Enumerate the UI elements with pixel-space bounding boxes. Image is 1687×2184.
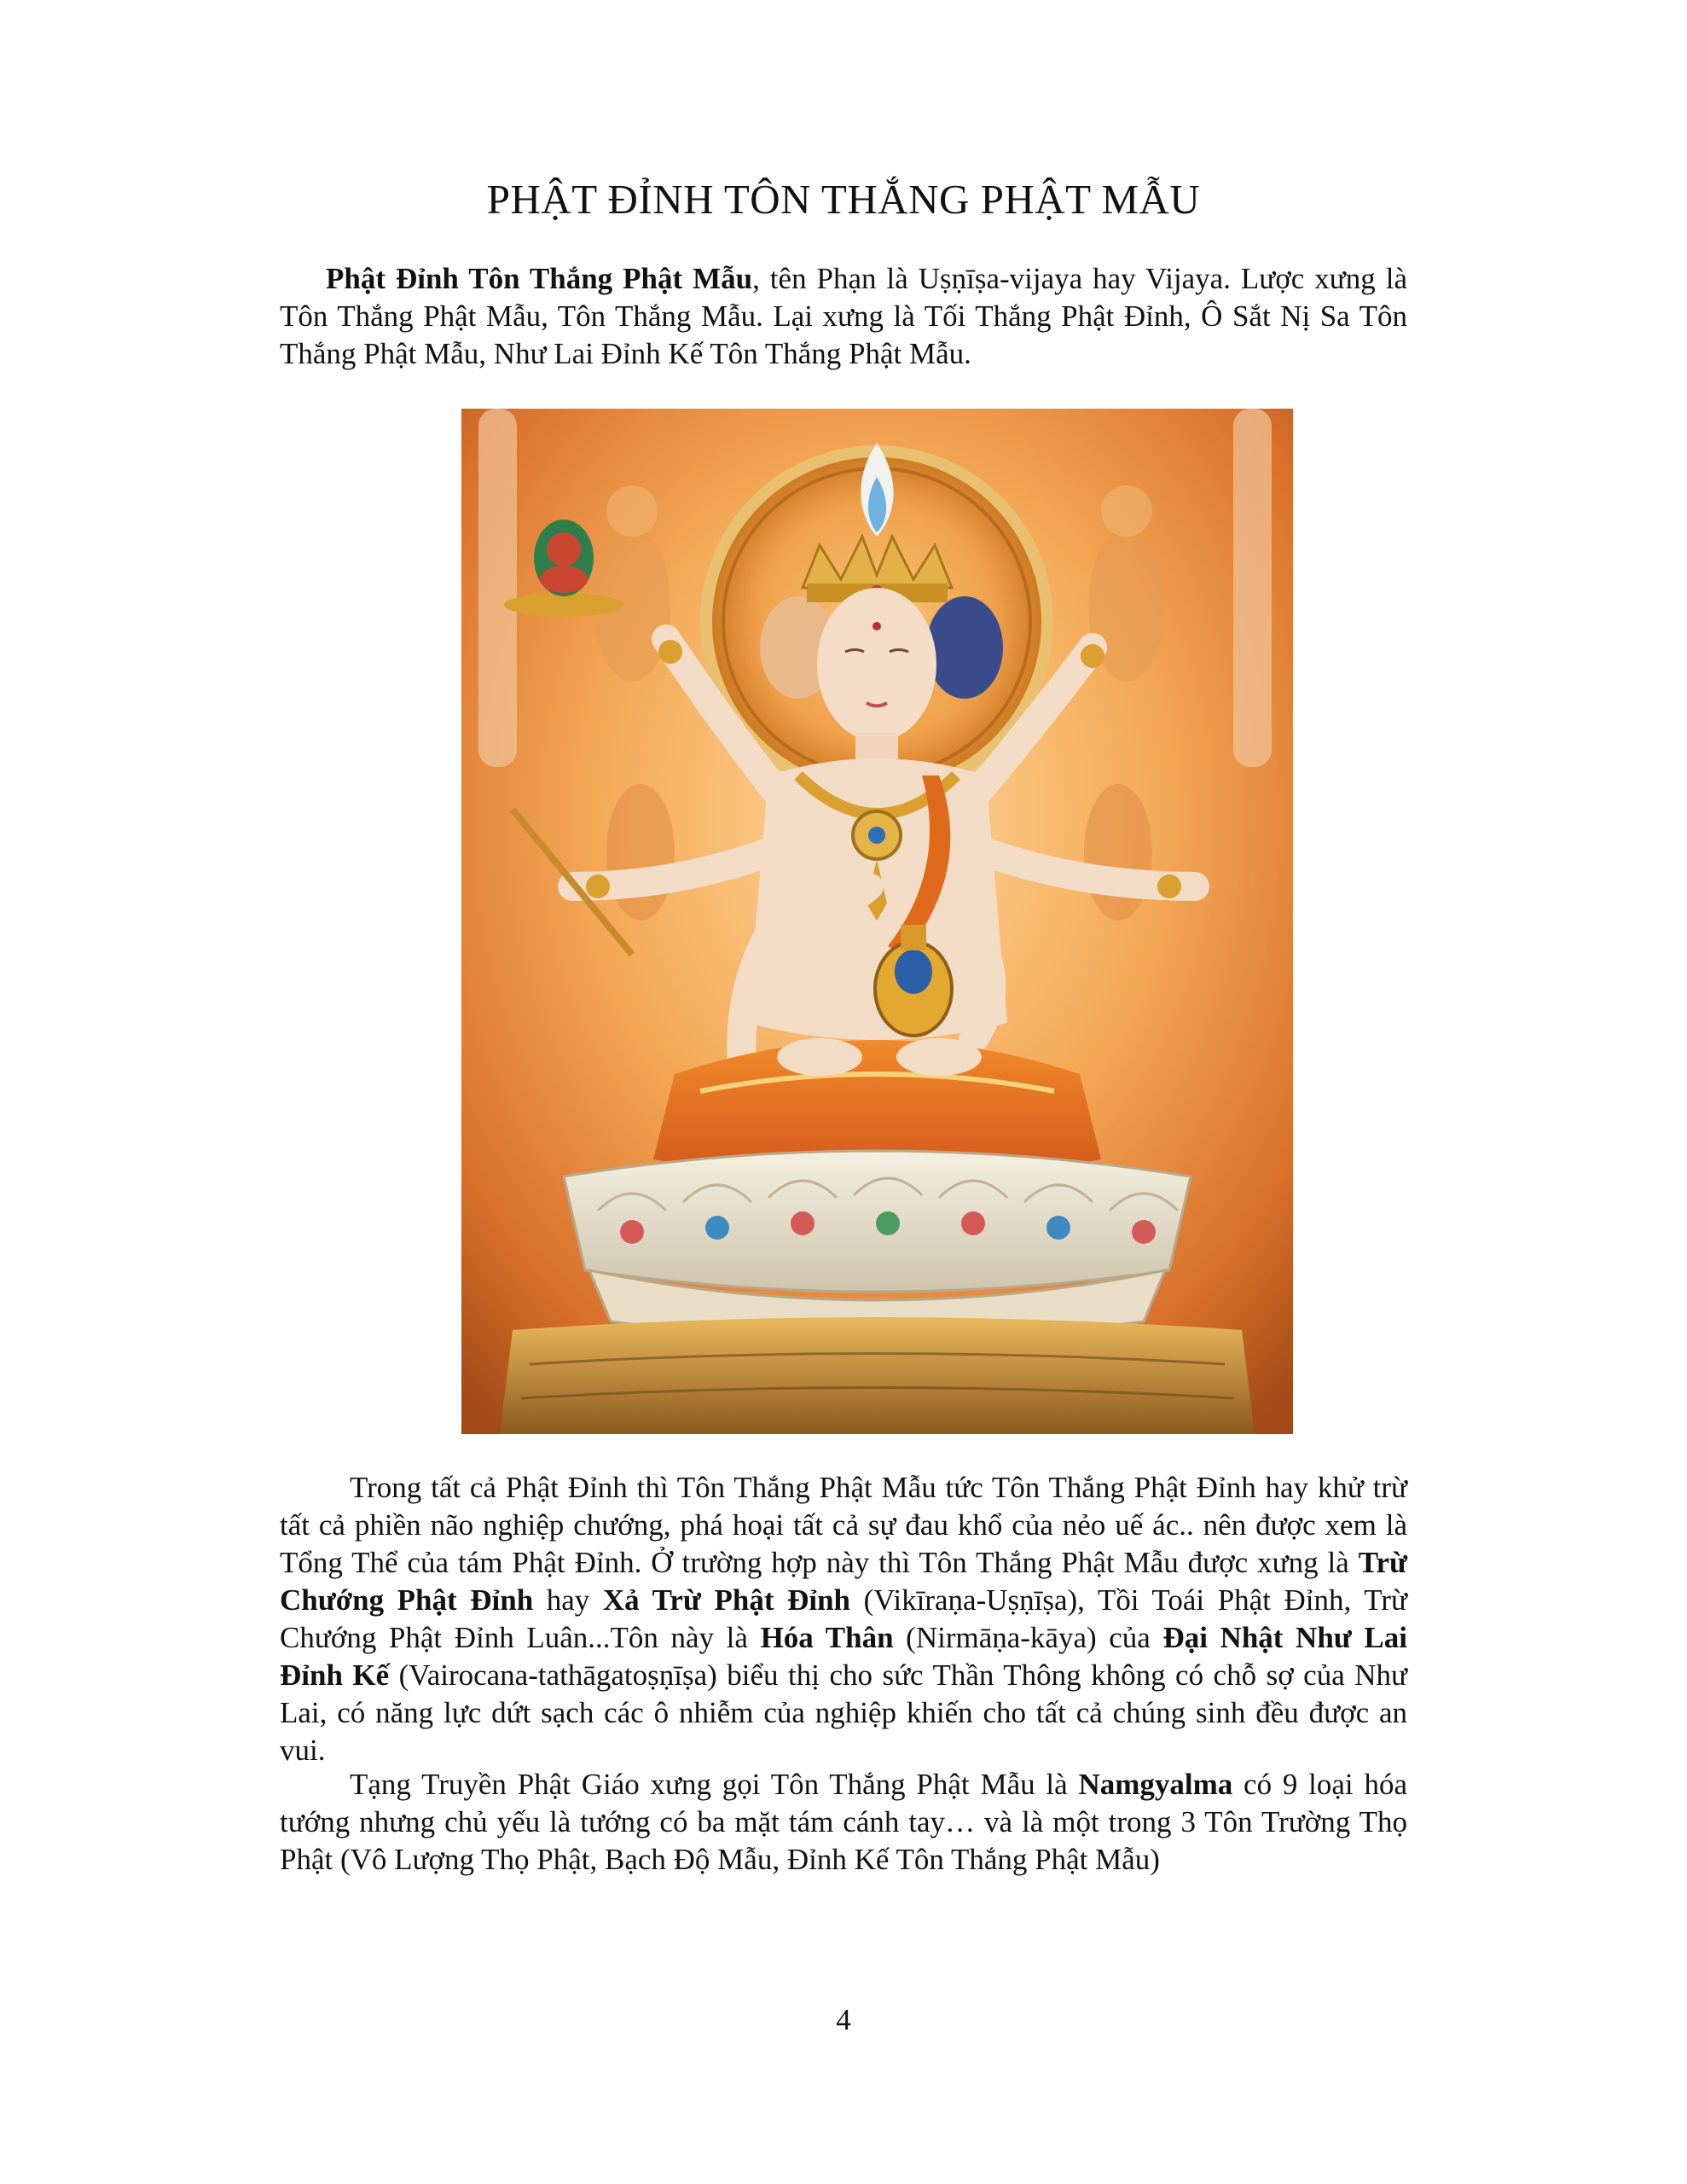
paragraph-intro: [280, 260, 1407, 373]
tibetan-bold-name: Namgyalma: [1078, 1768, 1233, 1801]
tibetan-text-1: Tạng Truyền Phật Giáo xưng gọi Tôn Thắng Phật Mẫu là: [350, 1768, 1079, 1801]
desc-text-5: (Vairocana-tathāgatoṣṇīṣa) biểu thị cho sức Thần Thông không có chỗ sợ của Như Lai, có năng lực dứt sạch các ô nhiễm của nghiệp khiến cho tất cả chúng sinh đều được an vui.: [280, 1658, 1407, 1767]
tibetan-text-2: có 9 loại hóa tướng nhưng chủ yếu là tướng có ba mặt tám cánh tay… và là một trong 3 Tôn Trường Thọ Phật (Vô Lượng Thọ Phật, Bạch Độ Mẫu, Đỉnh Kế Tôn Thắng Phật Mẫu): [280, 1768, 1407, 1876]
paragraph-description: [280, 1469, 1407, 1769]
desc-text-2: hay: [533, 1583, 603, 1617]
statue-photo: [461, 409, 1293, 1434]
desc-text-1: Trong tất cả Phật Đỉnh thì Tôn Thắng Phật Mẫu tức Tôn Thắng Phật Đỉnh hay khử trừ tất cả phiền não nghiệp chướng, phá hoại tất cả sự đau khổ của nẻo uế ác.. nên được xem là Tổng Thể của tám Phật Đỉnh. Ở trường hợp này thì Tôn Thắng Phật Mẫu được xưng là: [280, 1471, 1407, 1579]
desc-bold-3: Hóa Thân: [760, 1621, 894, 1654]
desc-text-4: (Nirmāṇa-kāya) của: [893, 1621, 1163, 1654]
desc-bold-2: Xả Trừ Phật Đỉnh: [602, 1583, 850, 1617]
desc-bold-1: Trừ Chướng Phật Đỉnh: [280, 1546, 1407, 1617]
paragraph-tibetan: [280, 1766, 1407, 1879]
intro-bold-name: Phật Đỉnh Tôn Thắng Phật Mẫu: [326, 262, 753, 295]
desc-bold-4: Đại Nhật Như Lai Đỉnh Kế: [280, 1621, 1407, 1692]
intro-text: , tên Phạn là Uṣṇīṣa-vijaya hay Vijaya. Lược xưng là Tôn Thắng Phật Mẫu, Tôn Thắng Mẫu. Lại xưng là Tối Thắng Phật Đỉnh, Ô Sắt Nị Sa Tôn Thắng Phật Mẫu, Như Lai Đỉnh Kế Tôn Thắng Phật Mẫu.: [280, 262, 1407, 370]
page-title: PHẬT ĐỈNH TÔN THẮNG PHẬT MẪU: [486, 176, 1201, 223]
page-number: 4: [836, 2003, 851, 2036]
statue-illustration: [461, 409, 1293, 1434]
desc-text-3: (Vikīraṇa-Uṣṇīṣa), Tồi Toái Phật Đỉnh, Trừ Chướng Phật Đỉnh Luân...Tôn này là: [280, 1583, 1407, 1654]
